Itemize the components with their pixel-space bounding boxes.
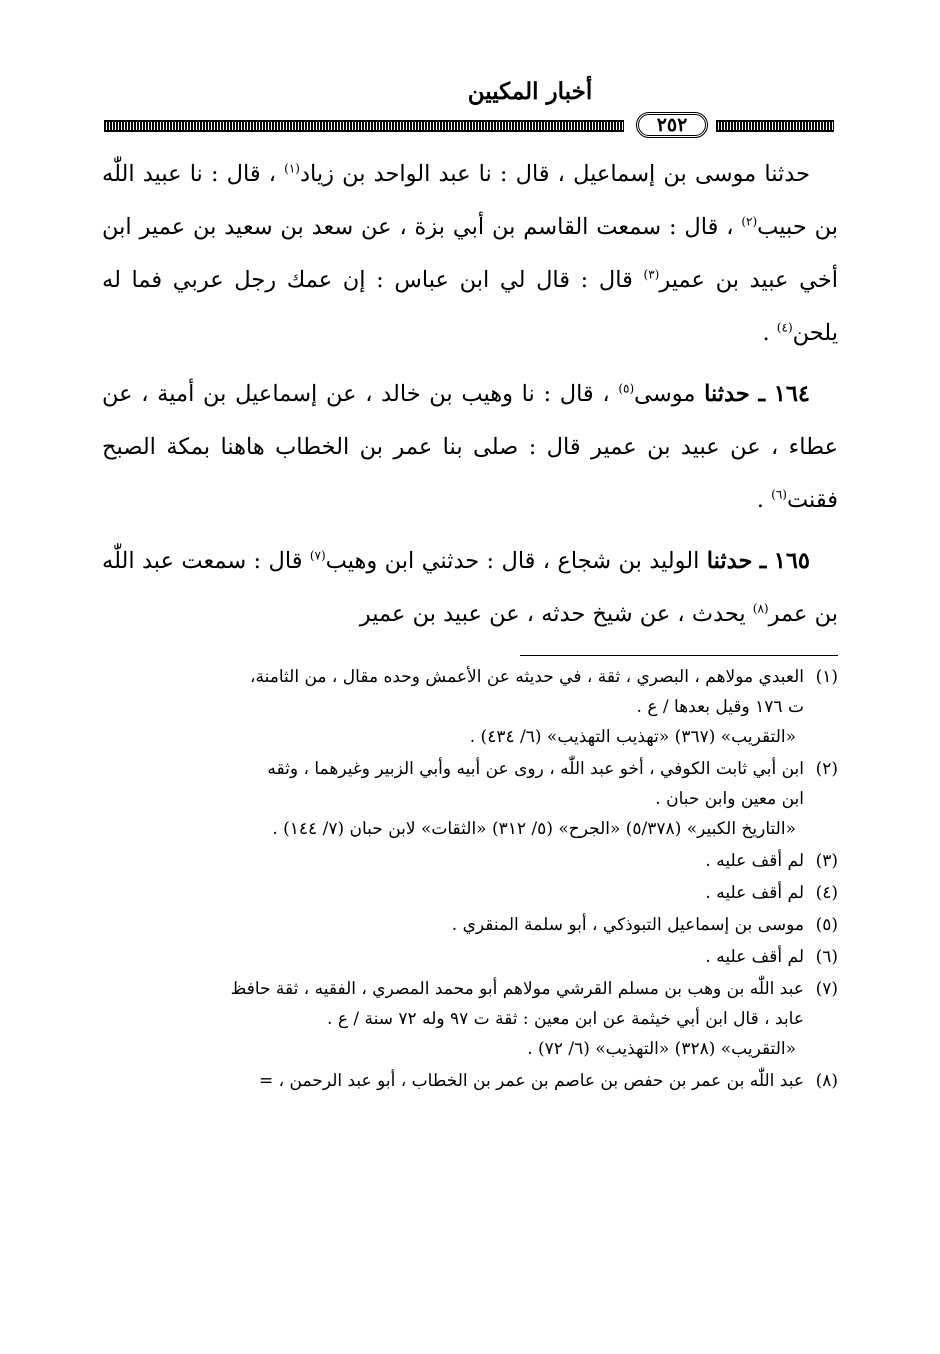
footnote-number: (٧) bbox=[815, 979, 838, 999]
footnote-number: (٦) bbox=[815, 947, 838, 967]
hadith-dash: ـ bbox=[758, 381, 766, 407]
hadith-opening: حدثنا bbox=[706, 548, 753, 574]
footnote-ref-6[interactable]: (٦) bbox=[771, 487, 787, 502]
footnote-source: «التاريخ الكبير» (٥/٣٧٨) «الجرح» (٥/ ٣١٢) «الثقات» لابن حبان (٧/ ١٤٤) . bbox=[272, 819, 796, 839]
footnote-text: ابن معين وابن حبان . bbox=[655, 789, 804, 809]
footnote-text: عبد اللّٰه بن عمر بن حفص بن عاصم بن عمر بن الخطاب ، أبو عبد الرحمن ، = bbox=[259, 1071, 804, 1091]
footnote-separator bbox=[520, 655, 838, 656]
header-rule-band-left bbox=[716, 120, 834, 132]
footnotes-section bbox=[102, 662, 838, 1098]
running-head-title: أخبار المكيين bbox=[467, 78, 593, 105]
footnote-text: لم أقف عليه . bbox=[705, 947, 804, 967]
text-run: موسى bbox=[634, 381, 696, 407]
page-number-badge: ٢٥٢ bbox=[636, 112, 708, 138]
footnote-text: موسى بن إسماعيل التبوذكي ، أبو سلمة المنقري . bbox=[451, 915, 804, 935]
footnote-number: (٣) bbox=[815, 851, 838, 871]
paragraph-1 bbox=[102, 148, 838, 360]
main-text bbox=[102, 148, 838, 649]
footnote-text: ابن أبي ثابت الكوفي ، أخو عبد اللّٰه ، روى عن أبيه وأبي الزبير وغيرهما ، وثقه bbox=[267, 759, 804, 779]
footnote-ref-1[interactable]: (١) bbox=[284, 161, 300, 176]
footnote-1 bbox=[102, 662, 838, 752]
footnote-ref-8[interactable]: (٨) bbox=[752, 601, 769, 616]
footnote-number: (١) bbox=[815, 667, 838, 687]
footnote-source: «التقريب» (٣٢٨) «التهذيب» (٦/ ٧٢) . bbox=[527, 1039, 796, 1059]
footnote-4 bbox=[102, 878, 838, 908]
footnote-text: لم أقف عليه . bbox=[705, 883, 804, 903]
footnote-6 bbox=[102, 942, 838, 972]
text-run: . bbox=[762, 320, 770, 346]
footnote-2 bbox=[102, 754, 838, 844]
footnote-text: لم أقف عليه . bbox=[705, 851, 804, 871]
footnote-7 bbox=[102, 974, 838, 1064]
header-rule-band-right bbox=[104, 120, 624, 132]
footnote-number: (٥) bbox=[815, 915, 838, 935]
paragraph-165 bbox=[102, 535, 838, 641]
paragraph-164 bbox=[102, 368, 838, 527]
text-run: ، قال : نا عبيد اللّٰه بن حبيب bbox=[102, 161, 839, 240]
footnote-source: «التقريب» (٣٦٧) «تهذيب التهذيب» (٦/ ٤٣٤) . bbox=[469, 727, 796, 747]
hadith-number: ١٦٥ bbox=[773, 548, 811, 574]
hadith-number: ١٦٤ bbox=[773, 381, 810, 407]
footnote-number: (٤) bbox=[815, 883, 838, 903]
text-run: حدثنا موسى بن إسماعيل ، قال : نا عبد الواحد بن زياد bbox=[299, 161, 810, 187]
footnote-text: ت ١٧٦ وقيل بعدها / ع . bbox=[636, 697, 804, 717]
footnote-text: عابد ، قال ابن أبي خيثمة عن ابن معين : ثقة ت ٩٧ وله ٧٢ سنة / ع . bbox=[327, 1009, 804, 1029]
footnote-8 bbox=[102, 1066, 838, 1096]
footnote-ref-5[interactable]: (٥) bbox=[618, 381, 635, 396]
text-run: ، قال : نا وهيب بن خالد ، عن إسماعيل بن أمية ، عن عطاء ، عن عبيد بن عمير قال : صلى بنا عمر بن الخطاب هاهنا بمكة الصبح فقنت bbox=[102, 381, 838, 513]
footnote-ref-4[interactable]: (٤) bbox=[776, 320, 793, 335]
text-run: . bbox=[756, 487, 764, 513]
hadith-opening: حدثنا bbox=[704, 381, 750, 407]
footnote-5 bbox=[102, 910, 838, 940]
footnote-number: (٨) bbox=[815, 1071, 838, 1091]
footnote-ref-3[interactable]: (٣) bbox=[643, 267, 660, 282]
hadith-dash: ـ bbox=[759, 548, 767, 574]
footnote-number: (٢) bbox=[815, 759, 838, 779]
footnote-ref-2[interactable]: (٢) bbox=[741, 214, 758, 229]
text-run: قال : سمعت عبد اللّٰه بن عمر bbox=[102, 548, 838, 627]
text-run: ، قال : سمعت القاسم بن أبي بزة ، عن سعد بن سعيد بن عمير ابن أخي عبيد بن عمير bbox=[102, 214, 838, 293]
footnote-ref-7[interactable]: (٧) bbox=[309, 548, 326, 563]
text-run: قال : قال لي ابن عباس : إن عمك رجل عربي فما له يلحن bbox=[102, 267, 838, 346]
footnote-text: العبدي مولاهم ، البصري ، ثقة ، في حديثه عن الأعمش وحده مقال ، من الثامنة، bbox=[250, 667, 804, 687]
footnote-text: عبد اللّٰه بن وهب بن مسلم القرشي مولاهم أبو محمد المصري ، الفقيه ، ثقة حافظ bbox=[230, 979, 804, 999]
text-run: يحدث ، عن شيخ حدثه ، عن عبيد بن عمير bbox=[359, 601, 746, 627]
header-rule bbox=[104, 112, 834, 136]
text-run: الوليد بن شجاع ، قال : حدثني ابن وهيب bbox=[325, 548, 700, 574]
footnote-3 bbox=[102, 846, 838, 876]
